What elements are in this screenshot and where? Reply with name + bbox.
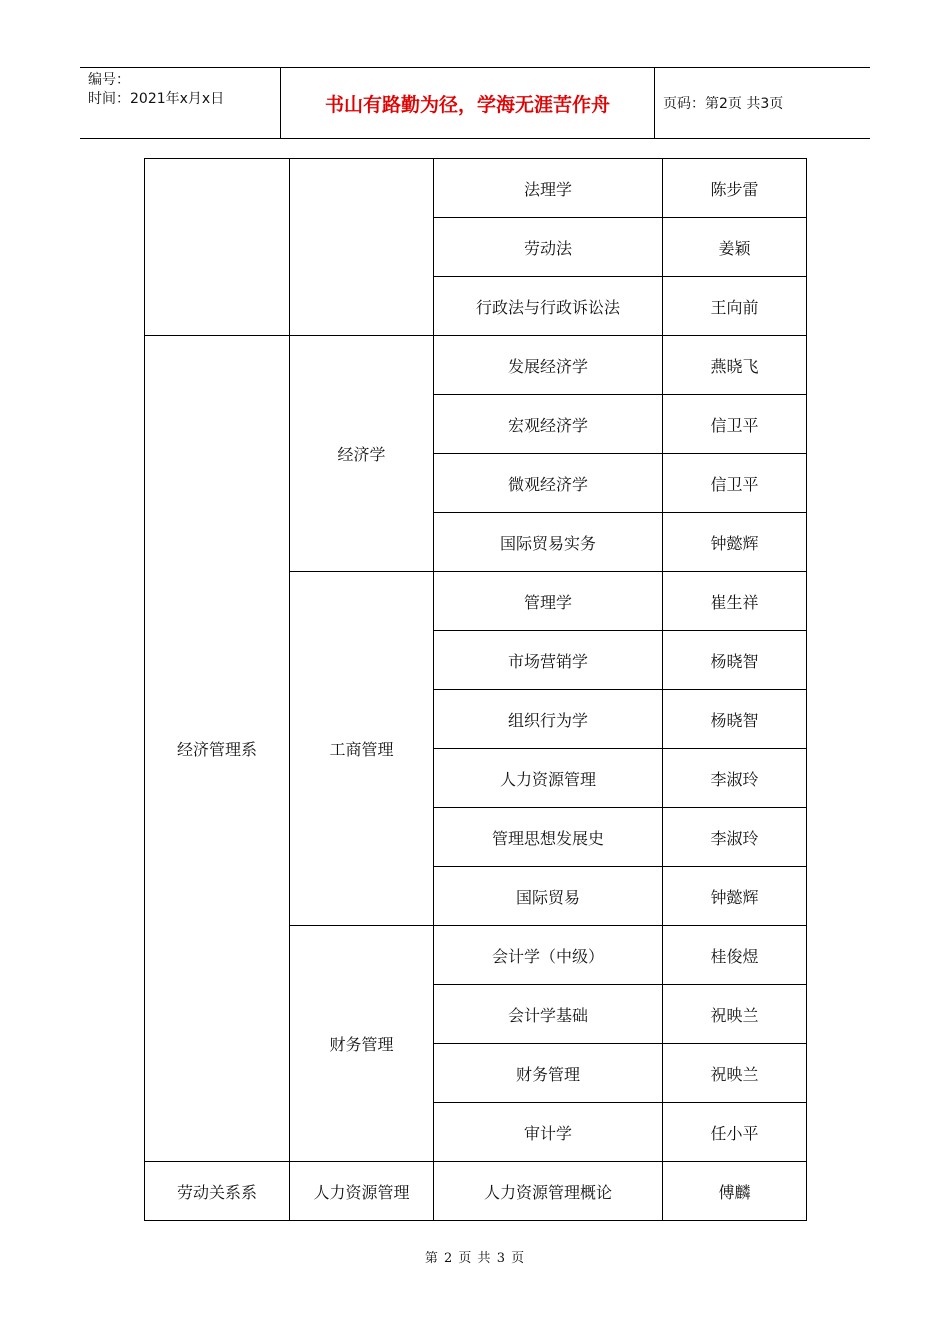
course-cell: 国际贸易 <box>434 867 663 926</box>
teacher-cell: 李淑玲 <box>663 749 807 808</box>
teacher-cell: 钟懿辉 <box>663 513 807 572</box>
course-cell: 劳动法 <box>434 218 663 277</box>
course-cell: 国际贸易实务 <box>434 513 663 572</box>
time-label: 时间：2021年x月x日 <box>88 91 225 107</box>
teacher-cell: 姜颖 <box>663 218 807 277</box>
course-cell: 审计学 <box>434 1103 663 1162</box>
major-cell: 人力资源管理 <box>290 1162 434 1221</box>
table-row <box>145 159 807 218</box>
teacher-cell: 钟懿辉 <box>663 867 807 926</box>
page-header <box>80 67 870 139</box>
course-cell: 会计学基础 <box>434 985 663 1044</box>
teacher-cell: 杨晓智 <box>663 690 807 749</box>
dept-cell: 劳动关系系 <box>145 1162 290 1221</box>
major-cell: 财务管理 <box>290 926 434 1162</box>
teacher-cell: 信卫平 <box>663 395 807 454</box>
page-footer: 第 2 页 共 3 页 <box>424 1251 526 1266</box>
course-cell: 管理学 <box>434 572 663 631</box>
table-row <box>145 1162 807 1221</box>
course-cell: 人力资源管理 <box>434 749 663 808</box>
teacher-cell: 陈步雷 <box>663 159 807 218</box>
teacher-cell: 傅麟 <box>663 1162 807 1221</box>
teacher-cell: 崔生祥 <box>663 572 807 631</box>
teacher-cell: 燕晓飞 <box>663 336 807 395</box>
teacher-cell: 任小平 <box>663 1103 807 1162</box>
dept-cell <box>145 159 290 336</box>
teacher-cell: 信卫平 <box>663 454 807 513</box>
course-cell: 发展经济学 <box>434 336 663 395</box>
header-motto: 书山有路勤为径，学海无涯苦作舟 <box>281 68 655 138</box>
major-cell: 经济学 <box>290 336 434 572</box>
course-cell: 会计学（中级） <box>434 926 663 985</box>
course-teacher-table <box>144 158 807 1221</box>
course-cell: 管理思想发展史 <box>434 808 663 867</box>
header-page-label: 页码：第2页 共3页 <box>663 96 784 112</box>
teacher-cell: 王向前 <box>663 277 807 336</box>
course-cell: 宏观经济学 <box>434 395 663 454</box>
course-cell: 市场营销学 <box>434 631 663 690</box>
course-cell: 财务管理 <box>434 1044 663 1103</box>
teacher-cell: 李淑玲 <box>663 808 807 867</box>
teacher-cell: 杨晓智 <box>663 631 807 690</box>
course-cell: 组织行为学 <box>434 690 663 749</box>
teacher-cell: 祝映兰 <box>663 1044 807 1103</box>
teacher-cell: 桂俊煜 <box>663 926 807 985</box>
major-cell: 工商管理 <box>290 572 434 926</box>
course-cell: 人力资源管理概论 <box>434 1162 663 1221</box>
course-cell: 法理学 <box>434 159 663 218</box>
number-label: 编号： <box>88 72 130 88</box>
header-meta <box>80 68 281 138</box>
dept-cell: 经济管理系 <box>145 336 290 1162</box>
major-cell <box>290 159 434 336</box>
teacher-cell: 祝映兰 <box>663 985 807 1044</box>
table-row <box>145 336 807 395</box>
course-cell: 行政法与行政诉讼法 <box>434 277 663 336</box>
course-cell: 微观经济学 <box>434 454 663 513</box>
